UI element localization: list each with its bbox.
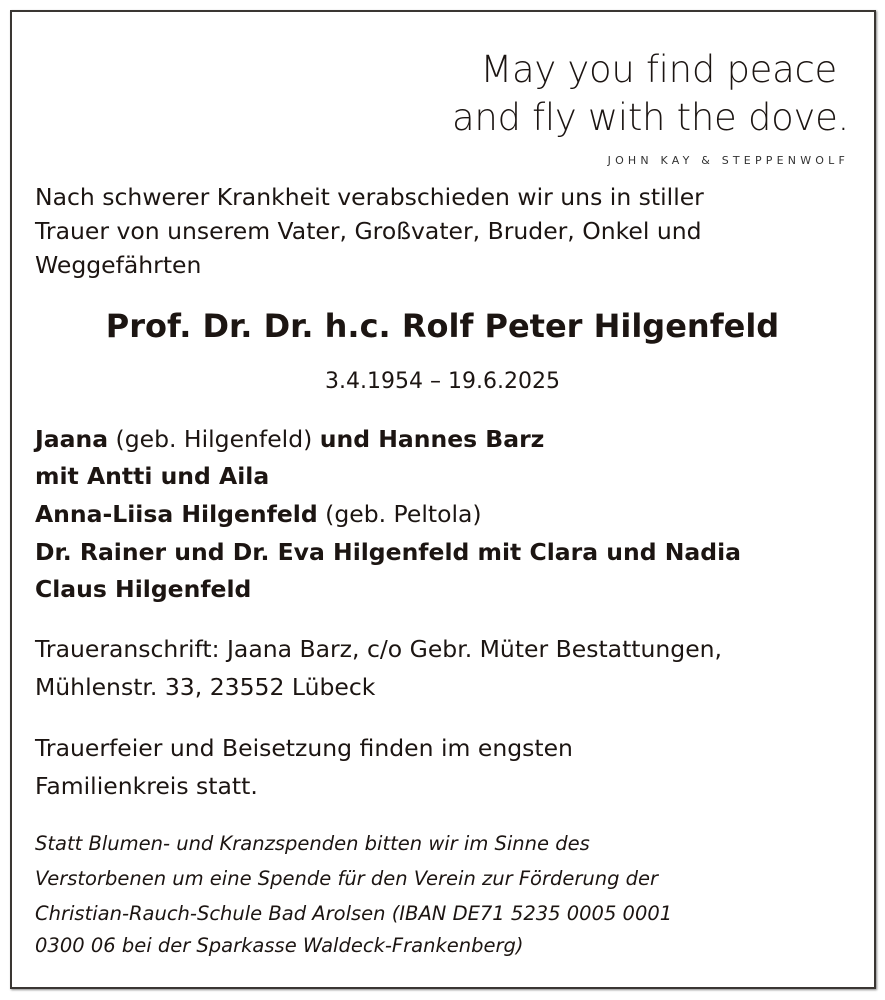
quote-line-2: and fly with the dove. [451, 96, 849, 139]
address-line-2: Mühlenstr. 33, 23552 Lübeck [35, 673, 376, 701]
family-line-4 [35, 538, 741, 566]
quote-line-1: May you find peace [480, 48, 837, 91]
family-note: (geb. Peltola) [317, 500, 482, 528]
intro-line-1: Nach schwerer Krankheit verabschieden wir uns in stiller [35, 183, 704, 211]
quote-author: JOHN KAY & STEPPENWOLF [607, 154, 849, 167]
donation-line-4: 0300 06 bei der Sparkasse Waldeck-Frankenberg) [35, 934, 524, 957]
address-line-1: Traueranschrift: Jaana Barz, c/o Gebr. Müter Bestattungen, [35, 635, 723, 663]
family-name: Claus Hilgenfeld [35, 575, 252, 603]
family-name: und Hannes Barz [319, 425, 545, 453]
intro-line-3: Weggefährten [35, 251, 202, 279]
life-dates: 3.4.1954 – 19.6.2025 [325, 369, 560, 394]
family-line-3 [35, 500, 482, 528]
family-line-1 [35, 425, 545, 453]
donation-line-3: Christian-Rauch-Schule Bad Arolsen (IBAN DE71 5235 0005 0001 [35, 902, 673, 925]
donation-line-2: Verstorbenen um eine Spende für den Verein zur Förderung der [35, 867, 659, 890]
family-name: Anna-Liisa Hilgenfeld [35, 500, 318, 528]
family-name: mit Antti und Aila [35, 462, 270, 490]
ceremony-line-2: Familienkreis statt. [35, 772, 258, 800]
family-line-2 [35, 462, 270, 490]
ceremony-line-1: Trauerfeier und Beisetzung finden im engsten [35, 734, 573, 762]
family-note: (geb. Hilgenfeld) [108, 425, 320, 453]
family-name: Jaana [35, 425, 109, 453]
donation-line-1: Statt Blumen- und Kranzspenden bitten wir im Sinne des [35, 832, 590, 855]
family-name: Dr. Rainer und Dr. Eva Hilgenfeld mit Clara und Nadia [35, 538, 741, 566]
deceased-name: Prof. Dr. Dr. h.c. Rolf Peter Hilgenfeld [105, 307, 780, 345]
intro-line-2: Trauer von unserem Vater, Großvater, Bruder, Onkel und [35, 217, 702, 245]
family-line-5 [35, 575, 252, 603]
